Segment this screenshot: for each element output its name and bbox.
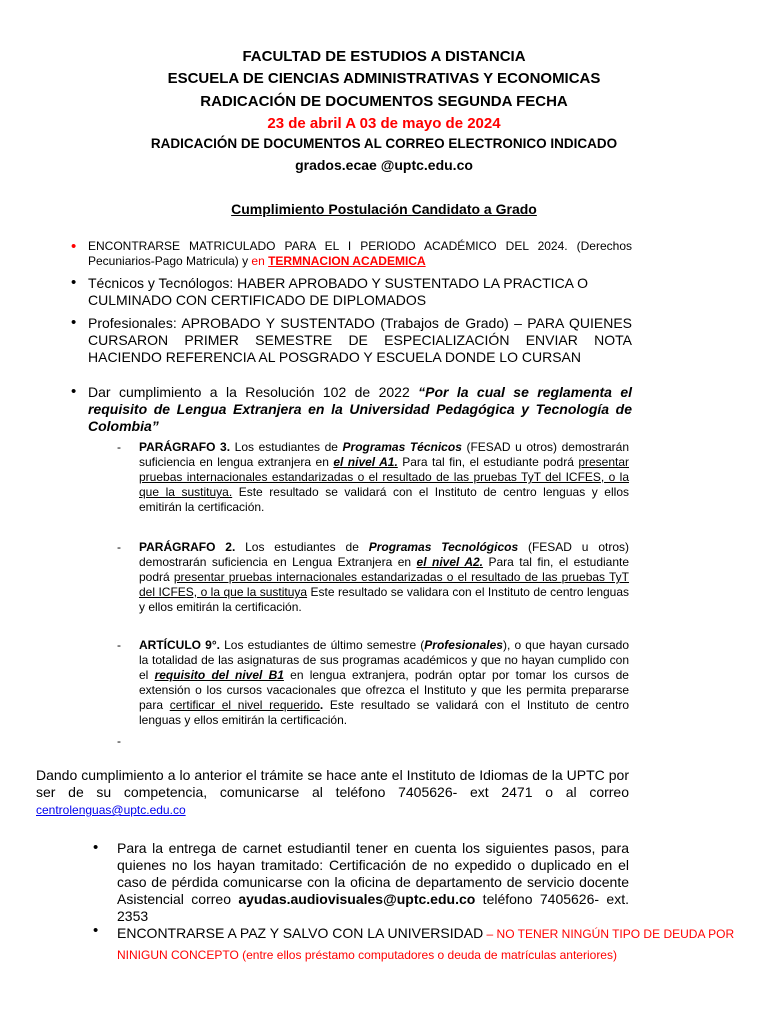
bullet-icon: • [71, 314, 77, 331]
school-title: ESCUELA DE CIENCIAS ADMINISTRATIVAS Y ECONOMICAS [167, 70, 601, 87]
date-range: 23 de abril A 03 de mayo de 2024 [267, 115, 501, 132]
bullet-icon: • [93, 839, 99, 856]
radication-title: RADICACIÓN DE DOCUMENTOS SEGUNDA FECHA [200, 93, 568, 110]
paragraph-text: Este resultado se validara con el Instituto de centro lenguas y ellos emitirán la certificación. [139, 585, 630, 614]
bullet-text: teléfono 7405626- ext. 2353 [117, 891, 629, 924]
centrolenguas-email-link[interactable]: centrolenguas@uptc.edu.co [36, 803, 186, 817]
paragraph-text: Para tal fin, el estudiante podrá [397, 455, 579, 469]
paragraph-label: PARÁGRAFO 3. [139, 440, 231, 454]
bullet-student-card [93, 839, 629, 925]
bullet-text: ENCONTRARSE A PAZ Y SALVO CON LA UNIVERSIDAD [117, 925, 484, 941]
audiovisual-email[interactable]: ayudas.audiovisuales@uptc.edu.co [238, 891, 476, 907]
termination-highlight: TERMNACION ACADEMICA [268, 254, 426, 268]
bullet-icon: • [71, 274, 77, 291]
bullet-icon: • [93, 922, 99, 939]
paragraph-technical [139, 440, 629, 515]
program-name: Programas Tecnológicos [368, 540, 519, 554]
dash-marker: - [117, 638, 121, 652]
bullet-resolution [71, 383, 633, 435]
no-debt-note: – NO TENER NINGÚN TIPO DE DEUDA POR NINIGUN CONCEPTO (entre ellos préstamo computadores o deuda de matrículas anteriores) [117, 927, 735, 962]
tests-underlined: presentar pruebas internacionales estandarizadas o el resultado de las pruebas TyT del ICFES, o la que la sustituya [139, 570, 630, 599]
tests-underlined: presentar pruebas internacionales estandarizadas o el resultado de las pruebas TyT del ICFES, o la que la sustituya. [139, 455, 630, 499]
paragraph-text: Este resultado se validará con el Instituto de centro lenguas y ellos emitirán la certificación. [139, 485, 629, 514]
bullet-red-prefix: en [251, 254, 269, 268]
bullet-text: Técnicos y Tecnólogos: HABER APROBADO Y SUSTENTADO LA PRACTICA O CULMINADO CON CERTIFICADO DE DIPLOMADOS [88, 275, 589, 308]
bullet-technicians [71, 274, 632, 309]
paragraph-text: Los estudiantes de [230, 440, 343, 454]
program-name: Profesionales [424, 638, 503, 652]
bullet-text: Profesionales: APROBADO Y SUSTENTADO (Trabajos de Grado) – PARA QUIENES CURSARON PRIMER SEMESTRE DE ESPECIALIZACIÓN ENVIAR NOTA HACIENDO REFERENCIA AL POSGRADO Y ESCUELA DONDE LO CURSAN [88, 315, 632, 365]
bullet-text: ENCONTRARSE MATRICULADO PARA EL I PERIODO ACADÉMICO DEL 2024. (Derechos Pecuniarios-Pago Matricula) y [88, 239, 632, 268]
paragraph-label: ARTÍCULO 9°. [139, 638, 220, 652]
paragraph-text: . [319, 698, 324, 712]
level-requirement: requisito del nivel B1 [154, 668, 284, 682]
bullet-icon: • [71, 238, 77, 255]
closing-paragraph [36, 767, 629, 819]
dash-marker: - [117, 734, 121, 748]
level-requirement: el nivel A1. [333, 455, 398, 469]
paragraph-text: Los estudiantes de [235, 540, 369, 554]
radication-email: grados.ecae @uptc.edu.co [295, 157, 473, 173]
bullet-icon: • [71, 383, 77, 400]
dash-marker: - [117, 440, 121, 454]
paragraph-technological [139, 540, 629, 615]
section-title: Cumplimiento Postulación Candidato a Grado [231, 201, 537, 217]
bullet-professionals [71, 314, 632, 366]
program-name: Programas Técnicos [342, 440, 462, 454]
certify-underlined: certificar el nivel requerido [169, 698, 320, 712]
resolution-title: “Por la cual se reglamenta el requisito de Lengua Extranjera en la Universidad Pedagógica y Tecnología de Colombia” [88, 384, 633, 434]
level-requirement: el nivel A2. [416, 555, 484, 569]
paragraph-text: (FESAD u otros) demostrarán suficiencia en Lengua Extranjera en [139, 540, 629, 569]
radication-email-title: RADICACIÓN DE DOCUMENTOS AL CORREO ELECTRONICO INDICADO [150, 136, 618, 151]
dash-marker: - [117, 540, 121, 554]
paragraph-text: Para tal fin, el estudiante podrá [139, 555, 630, 584]
bullet-clearance [93, 922, 742, 965]
faculty-title: FACULTAD DE ESTUDIOS A DISTANCIA [242, 48, 526, 65]
paragraph-label: PARÁGRAFO 2. [139, 540, 236, 554]
bullet-text: Para la entrega de carnet estudiantil tener en cuenta los siguientes pasos, para quienes no los hayan tramitado: Certificación de no expedido o duplicado en el caso de pérdida comunicarse con la oficina de departamento de servicio docente Asistencial correo [117, 840, 629, 907]
bullet-text: Dar cumplimiento a la Resolución 102 de 2022 [88, 384, 419, 400]
closing-text: Dando cumplimiento a lo anterior el trámite se hace ante el Instituto de Idiomas de la UPTC por ser de su competencia, comunicarse al teléfono 7405626- ext 2471 o al correo [36, 767, 629, 800]
paragraph-text: ), o que hayan cursado la totalidad de las asignaturas de sus programas académicos y que no hayan cumplido con el [139, 638, 629, 682]
paragraph-text: Los estudiantes de último semestre ( [219, 638, 425, 652]
bullet-enrolled [71, 238, 632, 269]
paragraph-text: (FESAD u otros) demostrarán suficiencia en lengua extranjera en [139, 440, 629, 469]
paragraph-article-9 [139, 638, 629, 728]
paragraph-text: en lengua extranjera, podrán optar por tomar los cursos de extensión o los cursos vacacionales que ofrezca el Instituto y que les permita prepararse para [139, 668, 629, 712]
paragraph-text: Este resultado se validará con el Instituto de centro lenguas y ellos emitirán la certificación. [139, 698, 629, 727]
